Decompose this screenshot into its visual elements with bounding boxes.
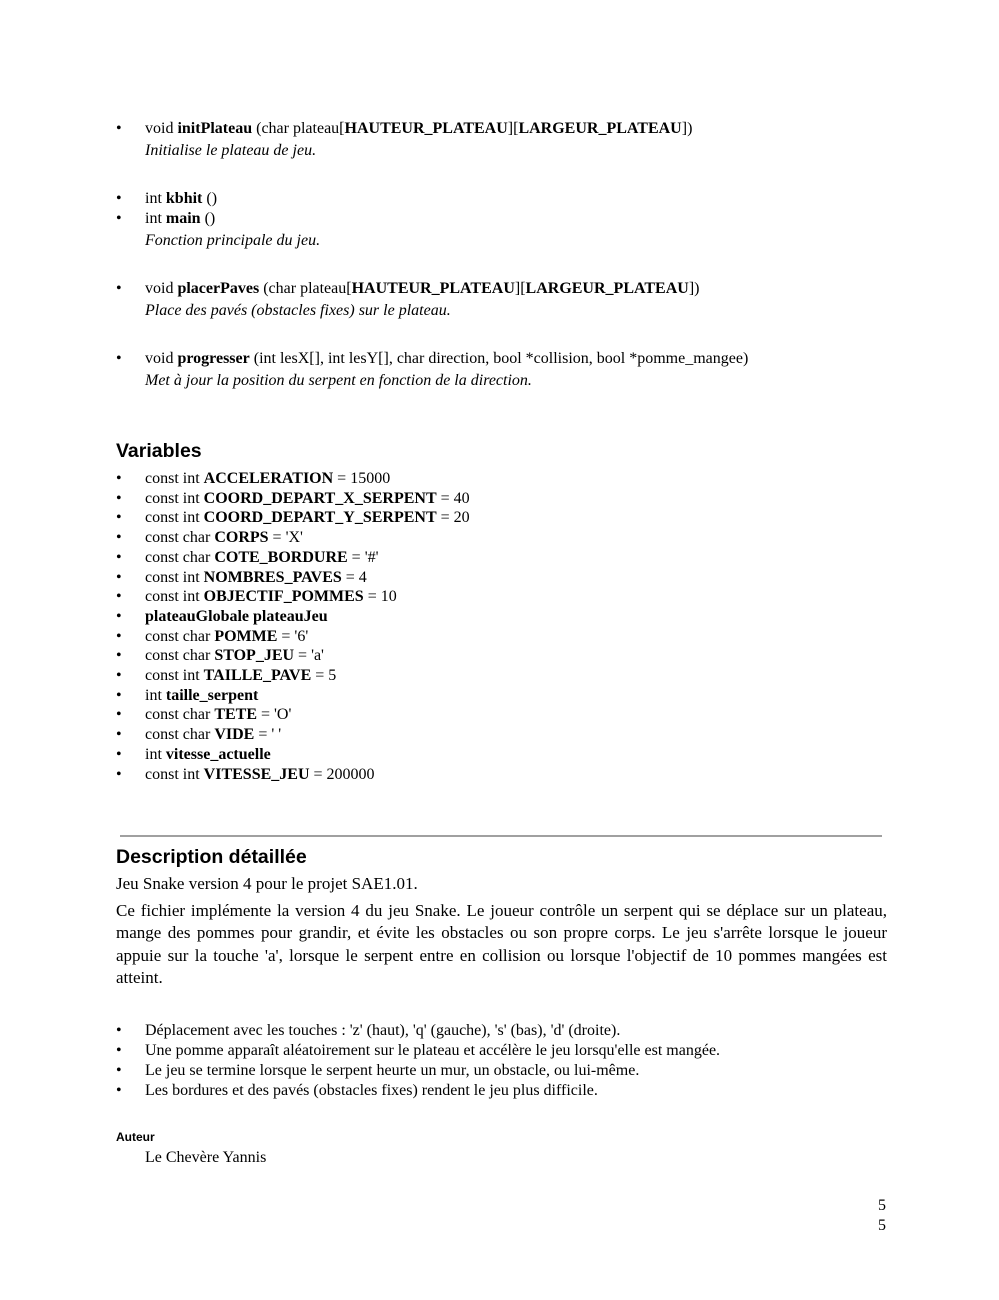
bullet: •: [116, 529, 122, 547]
bullet: •: [116, 548, 122, 566]
function-name: progresser: [177, 350, 250, 367]
function-name: placerPaves: [177, 280, 260, 297]
function-item: [116, 189, 916, 209]
bullet: •: [116, 1062, 122, 1079]
variable-item: [116, 646, 916, 666]
variable-value: = 'O': [261, 706, 292, 724]
variable-type: const char: [145, 627, 211, 645]
variable-name: TETE: [214, 706, 257, 724]
function-item: [116, 349, 916, 391]
variable-item: [116, 627, 916, 647]
variable-type: const char: [145, 706, 211, 724]
variable-item: [116, 469, 916, 489]
function-name: initPlateau: [177, 120, 253, 137]
variable-name: taille_serpent: [165, 686, 259, 704]
variable-value: = '6': [281, 627, 309, 645]
function-description: Met à jour la position du serpent en fonction de la direction.: [145, 372, 532, 389]
function-signature: (int lesX[], int lesY[], char direction, bool *collision, bool *pomme_mangee): [253, 350, 749, 367]
variable-name: CORPS: [214, 529, 269, 547]
variable-item: [116, 666, 916, 686]
bullet: •: [116, 568, 122, 586]
variable-type: int: [145, 745, 162, 763]
function-signature: (): [206, 190, 218, 207]
variable-item: [116, 765, 916, 785]
variable-value: = 10: [367, 588, 397, 606]
bullet: •: [116, 350, 122, 367]
variables-heading: Variables: [116, 440, 202, 462]
variable-value: = 20: [440, 509, 470, 527]
bullet: •: [116, 470, 122, 487]
function-item: [116, 119, 916, 161]
author-label: Auteur: [116, 1130, 155, 1144]
variable-type: const char: [145, 726, 211, 744]
bullet: •: [116, 509, 122, 527]
function-return-type: int: [145, 210, 162, 227]
bullet: •: [116, 627, 122, 645]
variable-item: [116, 489, 916, 509]
function-name: kbhit: [165, 190, 203, 207]
function-list: [116, 119, 916, 391]
variable-type: const int: [145, 588, 200, 606]
variable-item: [116, 686, 916, 706]
function-description: Initialise le plateau de jeu.: [145, 142, 317, 159]
description-paragraph: Ce fichier implémente la version 4 du jeu Snake. Le joueur contrôle un serpent qui se déplace sur un plateau, mange des pommes pour grandir, et évite les obstacles ou son propre corps. Le jeu s'arrête lorsque le joueur appuie sur la touche 'a', lorsque le serpent entre en collision ou lorsque l'objectif de 10 pommes mangées est atteint.: [116, 901, 887, 988]
variable-type: int: [145, 686, 162, 704]
variable-item: [116, 548, 916, 568]
function-name: main: [165, 210, 201, 227]
bullet: •: [116, 686, 122, 704]
function-item: [116, 209, 916, 251]
description-brief: Jeu Snake version 4 pour le projet SAE1.01.: [116, 874, 418, 893]
feature-text: Les bordures et des pavés (obstacles fixes) rendent le jeu plus difficile.: [145, 1082, 598, 1099]
variable-name: VIDE: [214, 726, 255, 744]
variable-value: = '#': [351, 548, 379, 566]
bullet: •: [116, 588, 122, 606]
variable-value: = ' ': [258, 726, 282, 744]
variable-item: [116, 705, 916, 725]
variable-item: [116, 745, 916, 765]
function-signature: (char plateau[HAUTEUR_PLATEAU][LARGEUR_PLATEAU]): [256, 120, 693, 137]
variable-name: VITESSE_JEU: [203, 765, 310, 783]
variable-name: TAILLE_PAVE: [203, 667, 312, 685]
variable-item: [116, 587, 916, 607]
feature-text: Déplacement avec les touches : 'z' (haut), 'q' (gauche), 's' (bas), 'd' (droite).: [145, 1022, 621, 1039]
variable-value: = 40: [440, 489, 470, 507]
function-description: Fonction principale du jeu.: [145, 232, 321, 249]
feature-item: [116, 1081, 916, 1101]
bullet: •: [116, 726, 122, 744]
variable-name: COTE_BORDURE: [214, 548, 348, 566]
variable-item: [116, 528, 916, 548]
variable-name: plateauGlobale plateauJeu: [145, 607, 328, 625]
page-number: 5: [878, 1197, 886, 1214]
variable-value: = 15000: [337, 470, 391, 487]
feature-item: [116, 1061, 916, 1081]
bullet: •: [116, 647, 122, 665]
section-divider: [120, 835, 882, 837]
variable-item: [116, 607, 916, 627]
variable-type: const char: [145, 529, 211, 547]
function-item: [116, 279, 916, 321]
function-description: Place des pavés (obstacles fixes) sur le plateau.: [145, 302, 451, 319]
function-return-type: void: [145, 280, 174, 297]
variable-item: [116, 568, 916, 588]
function-return-type: int: [145, 190, 162, 207]
feature-list: [116, 1021, 916, 1101]
bullet: •: [116, 1082, 122, 1099]
variable-type: const int: [145, 470, 200, 487]
variable-name: ACCELERATION: [203, 470, 334, 487]
variable-name: COORD_DEPART_X_SERPENT: [203, 489, 437, 507]
variable-value: = 'a': [298, 647, 324, 665]
bullet: •: [116, 210, 122, 227]
variable-name: OBJECTIF_POMMES: [203, 588, 364, 606]
variable-name: vitesse_actuelle: [165, 745, 271, 763]
variable-type: const char: [145, 647, 211, 665]
bullet: •: [116, 765, 122, 783]
bullet: •: [116, 190, 122, 207]
bullet: •: [116, 667, 122, 685]
feature-text: Une pomme apparaît aléatoirement sur le plateau et accélère le jeu lorsqu'elle est mangée.: [145, 1042, 721, 1059]
variable-value: = 'X': [272, 529, 303, 547]
variable-name: STOP_JEU: [214, 647, 295, 665]
variable-name: COORD_DEPART_Y_SERPENT: [203, 509, 437, 527]
feature-item: [116, 1041, 916, 1061]
page-number: 5: [878, 1217, 886, 1234]
bullet: •: [116, 280, 122, 297]
bullet: •: [116, 1022, 122, 1039]
feature-text: Le jeu se termine lorsque le serpent heurte un mur, un obstacle, ou lui-même.: [145, 1062, 640, 1079]
bullet: •: [116, 1042, 122, 1059]
function-return-type: void: [145, 120, 174, 137]
function-return-type: void: [145, 350, 174, 367]
variable-value: = 5: [315, 667, 337, 685]
variables-list: [116, 469, 916, 784]
author-name: Le Chevère Yannis: [145, 1149, 267, 1166]
description-heading: Description détaillée: [116, 846, 307, 868]
variable-item: [116, 508, 916, 528]
variable-name: POMME: [214, 627, 278, 645]
variable-value: = 200000: [313, 765, 375, 783]
function-signature: (): [204, 210, 216, 227]
variable-type: const int: [145, 667, 200, 685]
bullet: •: [116, 706, 122, 724]
variable-type: const int: [145, 489, 200, 507]
bullet: •: [116, 120, 122, 137]
feature-item: [116, 1021, 916, 1041]
variable-type: const char: [145, 548, 211, 566]
variable-name: NOMBRES_PAVES: [203, 568, 342, 586]
variable-item: [116, 725, 916, 745]
function-signature: (char plateau[HAUTEUR_PLATEAU][LARGEUR_PLATEAU]): [263, 280, 700, 297]
variable-value: = 4: [345, 568, 367, 586]
bullet: •: [116, 607, 122, 625]
bullet: •: [116, 489, 122, 507]
variable-type: const int: [145, 509, 200, 527]
bullet: •: [116, 745, 122, 763]
variable-type: const int: [145, 765, 200, 783]
variable-type: const int: [145, 568, 200, 586]
